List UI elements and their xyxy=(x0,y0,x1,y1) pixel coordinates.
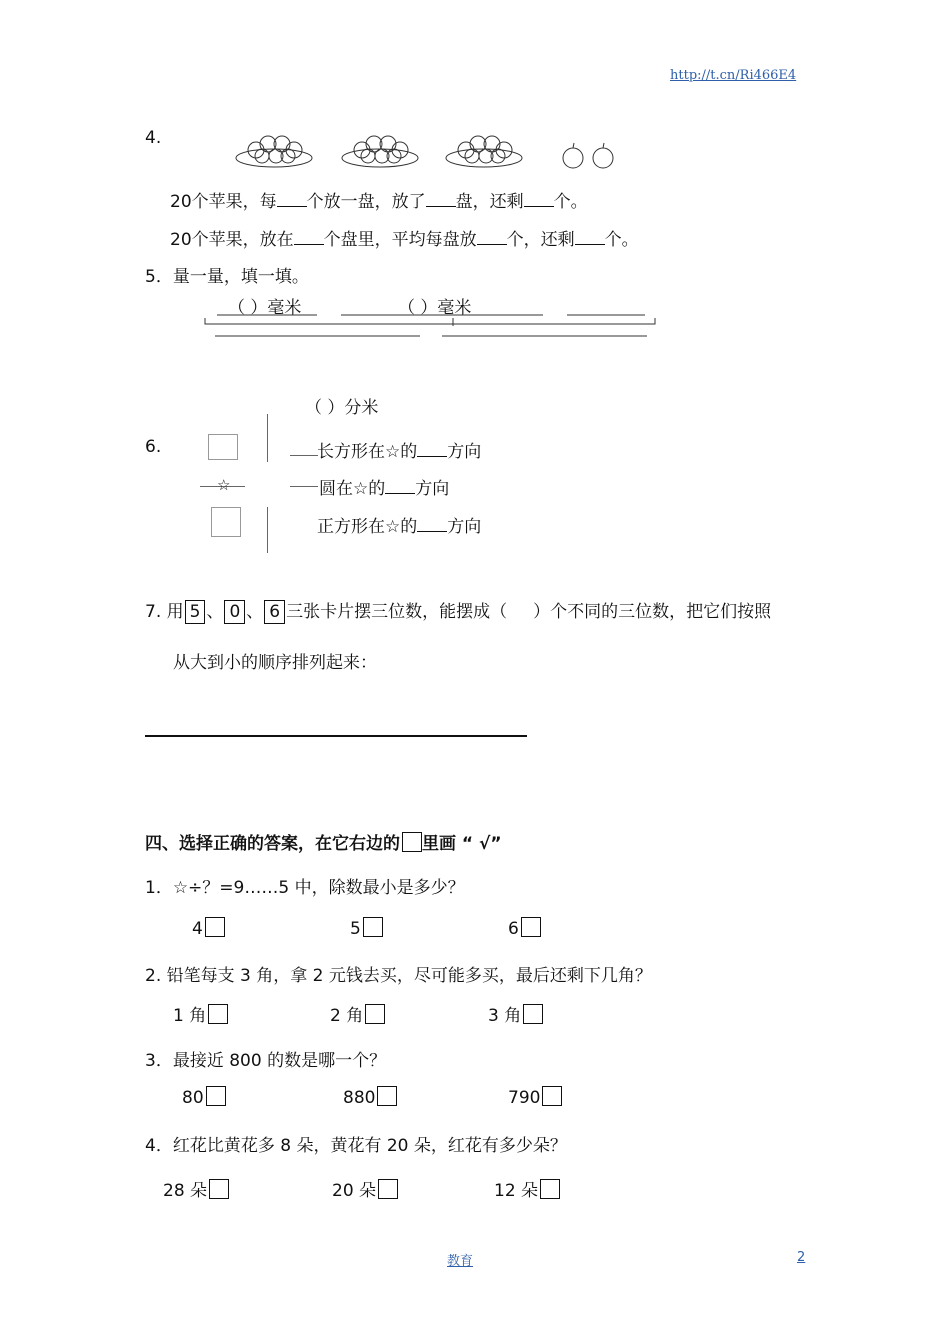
mc1-box-a[interactable] xyxy=(205,917,225,937)
square-shape xyxy=(211,507,241,537)
header-link[interactable]: http://t.cn/Ri466E4 xyxy=(670,68,797,83)
q7-line2: 从大到小的顺序排列起来： xyxy=(173,653,377,673)
q4-number: 4. xyxy=(145,128,162,148)
mc3-question: 3．最接近 800 的数是哪一个？ xyxy=(145,1051,387,1071)
q7-answer-line[interactable] xyxy=(145,735,527,737)
mc2-box-a[interactable] xyxy=(208,1004,228,1024)
mc1-box-c[interactable] xyxy=(521,917,541,937)
east-line-1 xyxy=(290,455,318,456)
mc3-option-b: 880 xyxy=(343,1086,397,1108)
mc3-box-a[interactable] xyxy=(206,1086,226,1106)
mc4-option-b: 20 朵 xyxy=(332,1176,398,1201)
q6-number: 6. xyxy=(145,437,162,457)
mc3-box-b[interactable] xyxy=(377,1086,397,1106)
q5-title: 5．量一量，填一填。 xyxy=(145,267,309,287)
mc4-option-c: 12 朵 xyxy=(494,1176,560,1201)
mc4-box-c[interactable] xyxy=(540,1179,560,1199)
mc1-option-b: 5 xyxy=(350,917,383,939)
mc2-box-b[interactable] xyxy=(365,1004,385,1024)
mc3-option-a: 80 xyxy=(182,1086,226,1108)
q4-line2: 20个苹果，放在 个盘里，平均每盘放 个，还剩 个。 xyxy=(170,230,639,250)
mc4-question: 4．红花比黄花多 8 朵，黄花有 20 朵，红花有多少朵？ xyxy=(145,1136,567,1156)
q7-line1: 7. 用 5 、 0 、 6 三张卡片摆三位数，能摆成（ ）个不同的三位数，把它们按照 xyxy=(145,602,772,622)
page-number: 2 xyxy=(797,1250,806,1265)
south-line xyxy=(267,507,268,553)
card-6: 6 xyxy=(264,600,285,624)
mc2-option-a: 1 角 xyxy=(173,1001,228,1026)
q6-line2: 圆在☆的 方向 xyxy=(319,479,450,499)
mc3-option-c: 790 xyxy=(508,1086,562,1108)
apple-plates-illustration xyxy=(230,126,630,174)
east-line-2 xyxy=(290,486,318,487)
mc1-question: 1．☆÷？=9……5 中，除数最小是多少？ xyxy=(145,878,465,898)
footer-link[interactable]: 教育 xyxy=(447,1254,474,1269)
q6-line1: 长方形在☆的 方向 xyxy=(317,442,482,462)
q6-line3: 正方形在☆的 方向 xyxy=(317,517,482,537)
mc4-box-b[interactable] xyxy=(378,1179,398,1199)
mc4-option-a: 28 朵 xyxy=(163,1176,229,1201)
mc1-option-a: 4 xyxy=(192,917,225,939)
q4-line1: 20个苹果，每 个放一盘，放了 盘，还剩 个。 xyxy=(170,192,588,212)
card-5: 5 xyxy=(185,600,206,624)
mc1-box-b[interactable] xyxy=(363,917,383,937)
mc2-option-c: 3 角 xyxy=(488,1001,543,1026)
mc2-question: 2. 铅笔每支 3 角，拿 2 元钱去买，尽可能多买，最后还剩下几角？ xyxy=(145,966,652,986)
star-icon: ☆ xyxy=(217,476,231,494)
mc1-option-c: 6 xyxy=(508,917,541,939)
q5-label-dm: （ ）分米 xyxy=(305,398,379,418)
mc2-box-c[interactable] xyxy=(523,1004,543,1024)
section4-title: 四、选择正确的答案，在它右边的 里画 “ √” xyxy=(145,834,502,854)
rectangle-shape xyxy=(208,434,238,460)
checkbox-sample xyxy=(402,832,422,852)
q5-label-mm-2: （ ）毫米 xyxy=(398,298,472,318)
q5-label-mm-1: （ ）毫米 xyxy=(228,298,302,318)
north-arrow-line xyxy=(267,414,268,462)
mc2-option-b: 2 角 xyxy=(330,1001,385,1026)
q5-ruler-lines xyxy=(195,310,665,342)
mc3-box-c[interactable] xyxy=(542,1086,562,1106)
mc4-box-a[interactable] xyxy=(209,1179,229,1199)
card-0: 0 xyxy=(224,600,245,624)
